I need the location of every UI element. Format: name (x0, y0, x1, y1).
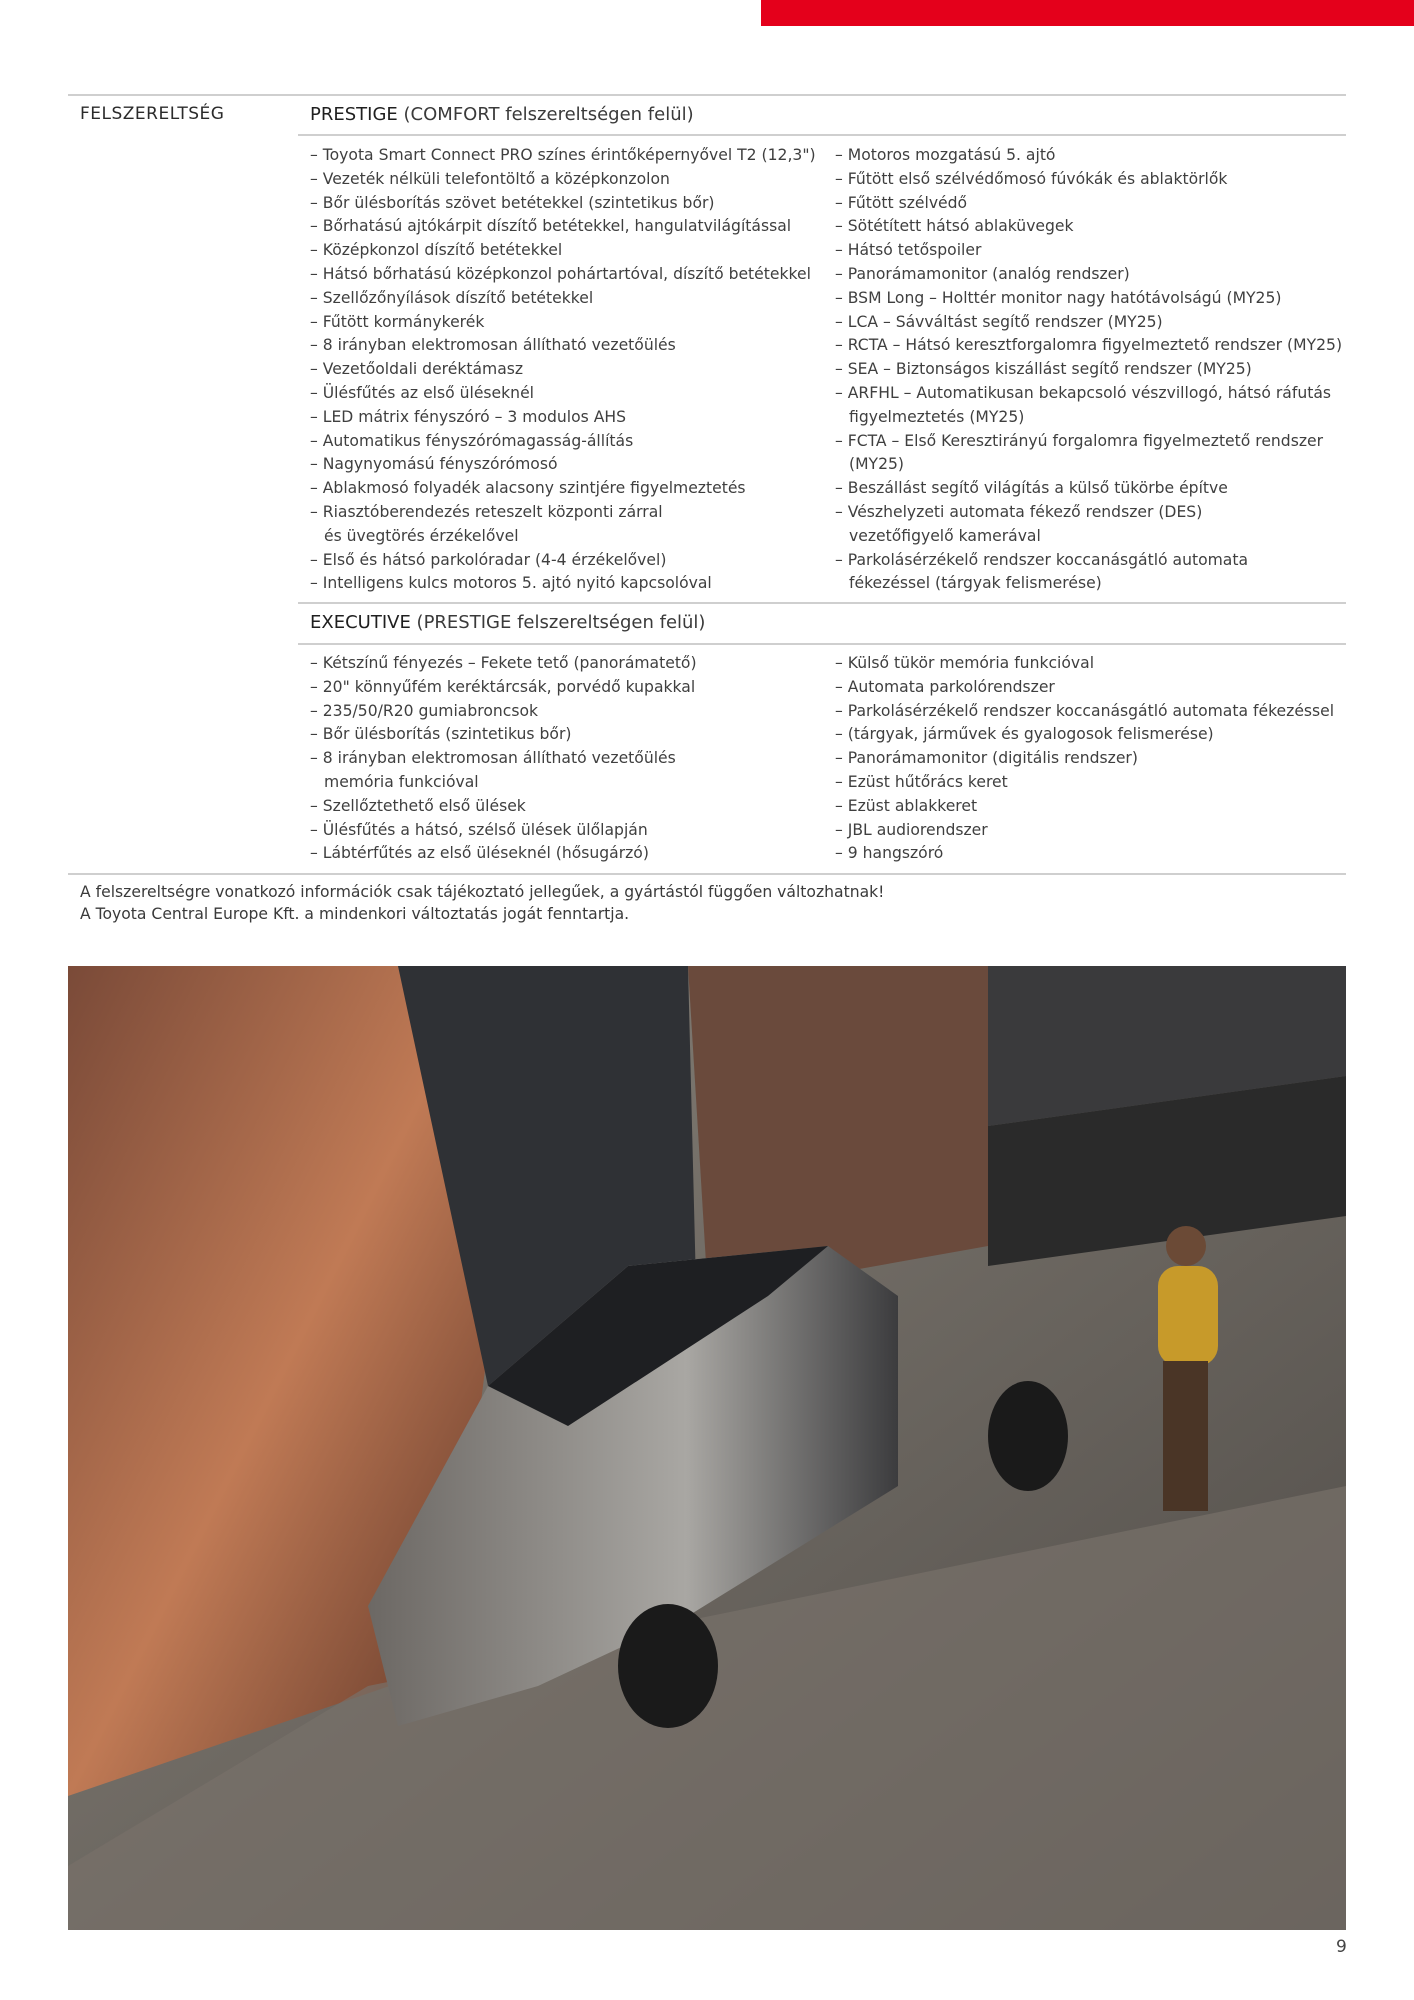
feature-item: – Ülésfűtés a hátsó, szélső ülések ülőlapján (310, 820, 648, 839)
page-number: 9 (1336, 1937, 1347, 1957)
feature-item: – Automata parkolórendszer (835, 677, 1055, 696)
feature-item: – BSM Long – Holttér monitor nagy hatótávolságú (MY25) (835, 288, 1282, 307)
feature-item: – Bőr ülésborítás szövet betétekkel (szintetikus bőr) (310, 193, 715, 212)
feature-item: – Ezüst hűtőrács keret (835, 772, 1008, 791)
feature-item: – Bőr ülésborítás (szintetikus bőr) (310, 725, 572, 744)
disclaimer-line: A felszereltségre vonatkozó információk csak tájékoztató jellegűek, a gyártástól függően változhatnak! (80, 883, 885, 901)
car-photo (68, 966, 1346, 1930)
divider (298, 602, 1346, 604)
feature-item: – Ülésfűtés az első üléseknél (310, 383, 534, 402)
feature-item: – LCA – Sávváltást segítő rendszer (MY25) (835, 312, 1163, 331)
feature-item: – Kétszínű fényezés – Fekete tető (panorámatető) (310, 654, 697, 672)
feature-item: – RCTA – Hátsó keresztforgalomra figyelmeztető rendszer (MY25) (835, 336, 1343, 355)
executive-heading (310, 612, 705, 633)
divider (298, 643, 1346, 645)
feature-item: – Bőrhatású ajtókárpit díszítő betétekkel, hangulatvilágítással (310, 217, 792, 236)
feature-item: – Lábtérfűtés az első üléseknél (hősugárzó) (310, 844, 649, 863)
feature-item: – Fűtött kormánykerék (310, 312, 485, 331)
feature-item: – 235/50/R20 gumiabroncsok (310, 701, 539, 720)
disclaimer-line: A Toyota Central Europe Kft. a mindenkori változtatás jogát fenntartja. (80, 905, 630, 923)
red-accent-bar (761, 0, 1414, 26)
executive-title: EXECUTIVE (310, 612, 411, 633)
feature-item: – Automatikus fényszórómagasság-állítás (310, 431, 634, 450)
feature-item: – Fűtött első szélvédőmosó fúvókák és ablaktörlők (835, 169, 1228, 188)
feature-item: – 8 irányban elektromosan állítható vezetőülés (310, 336, 676, 355)
feature-item: – Sötétített hátsó ablaküvegek (835, 217, 1074, 236)
feature-item: – (tárgyak, járművek és gyalogosok felismerése) (835, 725, 1214, 744)
feature-item: – Riasztóberendezés reteszelt központi zárral és üvegtörés érzékelővel (310, 502, 663, 545)
section-label: FELSZERELTSÉG (80, 104, 225, 124)
feature-item: – Szellőztethető első ülések (310, 796, 526, 815)
feature-item: – JBL audiorendszer (835, 820, 988, 839)
feature-item: – FCTA – Első Keresztirányú forgalomra figyelmeztető rendszer (MY25) (835, 431, 1324, 474)
prestige-heading (310, 104, 694, 125)
feature-item: – Beszállást segítő világítás a külső tükörbe építve (835, 479, 1228, 498)
executive-subtitle: (PRESTIGE felszereltségen felül) (416, 612, 706, 633)
executive-list-left (310, 652, 830, 866)
feature-item: – Ezüst ablakkeret (835, 796, 978, 815)
divider (68, 873, 1346, 875)
feature-item: – Hátsó tetőspoiler (835, 241, 982, 260)
feature-item: – Toyota Smart Connect PRO színes érintőképernyővel T2 (12,3") (310, 146, 816, 164)
feature-item: – Parkolásérzékelő rendszer koccanásgátló automata fékezéssel (835, 701, 1335, 720)
prestige-list-right (835, 144, 1350, 596)
feature-item: – Vezeték nélküli telefontöltő a középkonzolon (310, 169, 670, 188)
feature-item: – Külső tükör memória funkcióval (835, 654, 1095, 672)
feature-item: – 9 hangszóró (835, 844, 944, 863)
feature-item: – Hátsó bőrhatású középkonzol pohártartóval, díszítő betétekkel (310, 264, 811, 283)
feature-item: – Első és hátsó parkolóradar (4-4 érzékelővel) (310, 550, 667, 569)
feature-item: – Vezetőoldali deréktámasz (310, 360, 524, 379)
divider (298, 134, 1346, 136)
feature-item: – Szellőzőnyílások díszítő betétekkel (310, 288, 594, 307)
feature-item: – SEA – Biztonságos kiszállást segítő rendszer (MY25) (835, 360, 1252, 379)
feature-item: – Motoros mozgatású 5. ajtó (835, 146, 1056, 164)
feature-item: – Nagynyomású fényszórómosó (310, 455, 558, 474)
feature-item: – Panorámamonitor (digitális rendszer) (835, 749, 1138, 768)
prestige-subtitle: (COMFORT felszereltségen felül) (403, 104, 694, 125)
feature-item: – Parkolásérzékelő rendszer koccanásgátló automata fékezéssel (tárgyak felismerése) (835, 550, 1249, 593)
divider (68, 94, 1346, 96)
feature-item: – Intelligens kulcs motoros 5. ajtó nyitó kapcsolóval (310, 574, 712, 593)
prestige-title: PRESTIGE (310, 104, 398, 125)
feature-item: – Panorámamonitor (analóg rendszer) (835, 264, 1130, 283)
prestige-list-left (310, 144, 830, 596)
feature-item: – Középkonzol díszítő betétekkel (310, 241, 563, 260)
feature-item: – ARFHL – Automatikusan bekapcsoló vészvillogó, hátsó ráfutás figyelmeztetés (MY25) (835, 383, 1332, 426)
feature-item: – Ablakmosó folyadék alacsony szintjére figyelmeztetés (310, 479, 746, 498)
feature-item: – Vészhelyzeti automata fékező rendszer (DES) vezetőfigyelő kamerával (835, 502, 1203, 545)
feature-item: – LED mátrix fényszóró – 3 modulos AHS (310, 407, 627, 426)
feature-item: – 8 irányban elektromosan állítható vezetőülés memória funkcióval (310, 749, 676, 791)
feature-item: – 20" könnyűfém keréktárcsák, porvédő kupakkal (310, 677, 696, 696)
executive-list-right (835, 652, 1350, 866)
feature-item: – Fűtött szélvédő (835, 193, 968, 212)
